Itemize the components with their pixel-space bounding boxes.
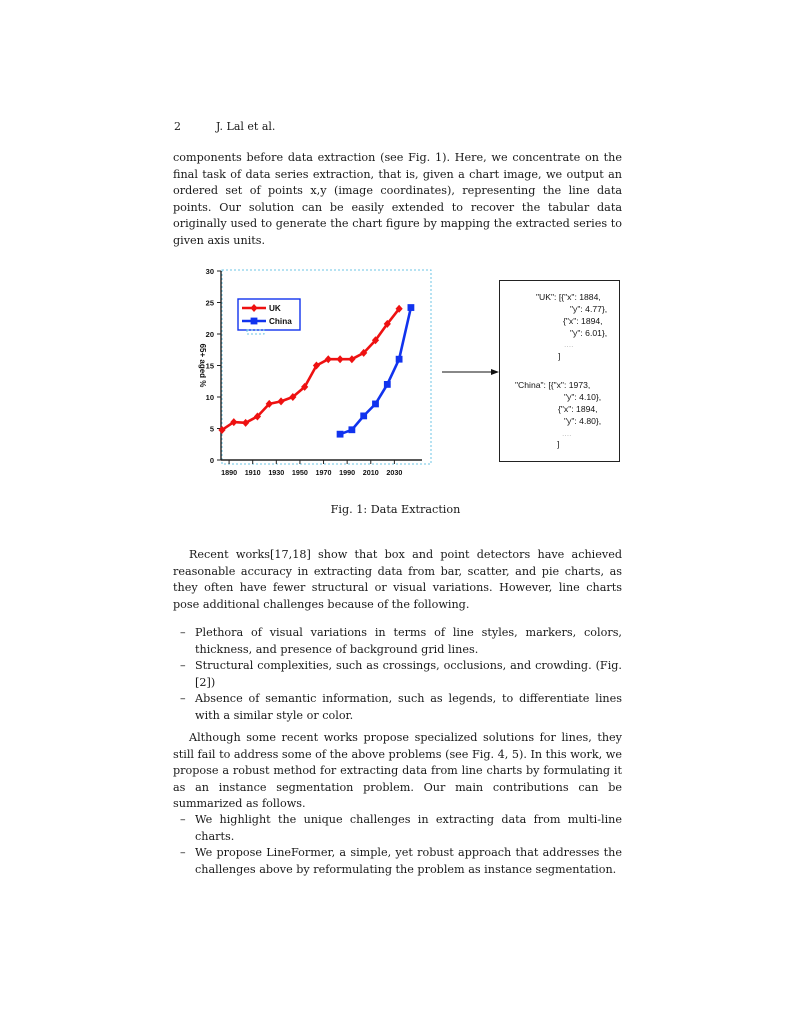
- list-dash: –: [180, 659, 186, 673]
- list-dash: –: [180, 846, 186, 860]
- json-line: "y": 4.80},: [564, 416, 602, 426]
- list-item-text: Absence of semantic information, such as legends, to differentiate lines with a similar style or color.: [195, 692, 622, 722]
- y-tick-label: 25: [205, 298, 214, 308]
- x-tick-label: 2010: [362, 468, 379, 477]
- data-point-china: [348, 426, 355, 433]
- list-item: [173, 625, 622, 658]
- paragraph-2: Recent works[17,18] show that box and point detectors have achieved reasonable accuracy in extracting data from bar, scatter, and pie charts, as they often have fewer structural or visual variations. However, line charts pose additional challenges because of the following.: [173, 548, 622, 611]
- json-output-box: [499, 280, 620, 462]
- paragraph-3: Although some recent works propose specialized solutions for lines, they still fail to address some of the above problems (see Fig. 4, 5). In this work, we propose a robust method for extracting data from line charts by formulating it as an instance segmentation problem. Our main contributions can be summarized as follows.: [173, 731, 622, 811]
- y-tick-label: 0: [209, 456, 214, 465]
- list-item: [173, 658, 622, 691]
- data-point-china: [372, 401, 379, 408]
- y-tick-label: 5: [209, 424, 214, 434]
- list-dash: –: [180, 813, 186, 826]
- json-line: ]: [558, 351, 561, 361]
- json-line: "y": 4.77},: [570, 304, 608, 314]
- y-tick-label: 30: [205, 267, 214, 276]
- data-point-china: [337, 431, 344, 438]
- data-point-china: [384, 381, 391, 388]
- list-item-text: Plethora of visual variations in terms of line styles, markers, colors, thickness, and presence of background grid lines.: [195, 626, 622, 656]
- json-line: "y": 6.01},: [570, 328, 608, 338]
- json-line: "y": 4.10},: [564, 392, 602, 402]
- list-item: [173, 812, 622, 845]
- x-tick-label: 1890: [221, 468, 238, 477]
- page-number: 2: [174, 120, 181, 133]
- json-line: "China": [{"x": 1973,: [515, 380, 591, 390]
- data-point-china: [408, 304, 415, 311]
- list-item-text: We propose LineFormer, a simple, yet robust approach that addresses the challenges above by reformulating the problem as instance segmentation.: [195, 846, 622, 876]
- legend-label-china: China: [269, 317, 292, 326]
- y-tick-label: 10: [205, 393, 214, 402]
- x-tick-label: 1950: [291, 468, 308, 477]
- data-point-uk: [277, 397, 284, 405]
- x-tick-label: 2030: [386, 468, 403, 477]
- x-tick-label: 1990: [339, 468, 356, 477]
- list-item: [173, 691, 622, 724]
- legend-label-uk: UK: [269, 304, 281, 313]
- json-ellipsis: ....: [562, 428, 572, 438]
- figure-caption: Fig. 1: Data Extraction: [330, 503, 461, 516]
- data-point-china: [360, 413, 367, 420]
- json-line: ]: [557, 439, 560, 449]
- list-dash: –: [180, 626, 186, 639]
- challenges-list: [173, 625, 622, 725]
- list-dash: –: [180, 692, 186, 706]
- x-tick-label: 1910: [244, 468, 261, 477]
- y-tick-label: 15: [205, 361, 214, 371]
- running-head: [174, 120, 275, 133]
- series-line-china: [340, 308, 411, 435]
- list-item-text: We highlight the unique challenges in extracting data from multi-line charts.: [195, 813, 622, 843]
- json-line: {"x": 1894,: [563, 316, 603, 326]
- legend-marker-china: [251, 318, 258, 325]
- data-point-uk: [336, 355, 343, 363]
- contributions-list: [173, 812, 622, 878]
- x-tick-label: 1930: [268, 468, 285, 477]
- list-item: [173, 845, 622, 878]
- json-line: {"x": 1894,: [558, 404, 598, 414]
- json-ellipsis: ....: [564, 339, 574, 349]
- y-tick-label: 20: [205, 330, 214, 339]
- data-point-china: [396, 356, 403, 363]
- arrow-head: [491, 369, 499, 375]
- figure-1: [190, 262, 630, 488]
- list-item-text: Structural complexities, such as crossings, occlusions, and crowding. (Fig. [2]): [195, 659, 622, 689]
- intro-paragraph: components before data extraction (see Fig. 1). Here, we concentrate on the final task of data series extraction, that is, given a chart image, we output an ordered set of points x,y (image coordinates), representing the line data points. Our solution can be easily extended to recover the tabular data originally used to generate the chart figure by mapping the extracted series to given axis units.: [173, 151, 622, 247]
- json-line: "UK": [{"x": 1884,: [536, 292, 601, 302]
- y-axis-label: 65+ aged %: [198, 343, 207, 388]
- running-authors: J. Lal et al.: [216, 120, 276, 133]
- x-tick-label: 1970: [315, 468, 332, 477]
